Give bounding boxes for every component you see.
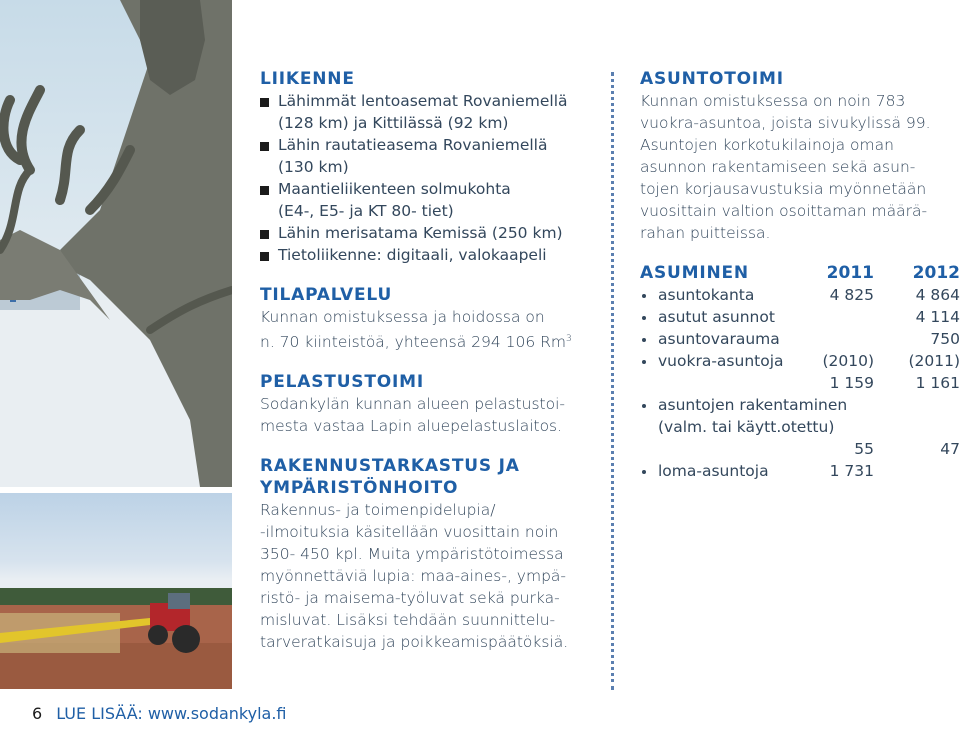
row-label: asuntojen rakentaminen [640, 394, 847, 416]
asuminen-heading: ASUMINEN [640, 263, 749, 283]
row-label: (valm. tai käytt.otettu) [658, 418, 835, 436]
row-label: asuntokanta [640, 284, 788, 306]
value-2011 [788, 306, 874, 328]
value-2012: 750 [930, 330, 960, 348]
value-2012: (2011) [908, 352, 960, 370]
asuminen-table [640, 284, 960, 482]
right-column [640, 68, 960, 482]
tilapalvelu-heading: TILAPALVELU [260, 285, 393, 305]
square-bullet-icon [260, 186, 269, 195]
table-row [640, 460, 960, 482]
statue-reindeer-illustration [0, 0, 232, 487]
pelastustoimi-text: Sodankylän kunnan alueen pelastustoi- mesta vastaa Lapin aluepelastuslaitos. [260, 395, 565, 436]
list-item: Tietoliikenne: digitaali, valokaapeli [260, 244, 600, 266]
row-label: asutut asunnot [640, 306, 788, 328]
row-label [640, 438, 788, 460]
value-2011 [834, 416, 897, 438]
row-label: asuntovarauma [640, 328, 788, 350]
statue-reindeer-photo [0, 0, 232, 487]
table-row [640, 350, 960, 372]
value-2012 [897, 416, 960, 438]
table-row [640, 416, 960, 438]
asuntotoimi-text: Kunnan omistuksessa on noin 783 vuokra-asuntoa, joista sivukylissä 99. Asuntojen korkotukilainoja oman asunnon rakentamiseen sekä asun- tojen korjausavustuksia myönnetään vuosittain valtion osoittaman määrä- rahan puitteissa. [640, 92, 931, 242]
value-2012: 4 114 [915, 308, 960, 326]
table-row [640, 394, 960, 416]
page-number: 6 [32, 704, 43, 723]
value-2011: 1 731 [829, 462, 874, 480]
value-2012: 4 864 [915, 286, 960, 304]
value-2012 [874, 460, 960, 482]
website-link[interactable]: LUE LISÄÄ: www.sodankyla.fi [56, 704, 287, 723]
asuminen-header [640, 262, 960, 284]
tractor-field-illustration [0, 493, 232, 689]
value-2011 [788, 328, 874, 350]
year-2012-header: 2012 [912, 263, 960, 283]
list-item: Lähin merisatama Kemissä (250 km) [260, 222, 600, 244]
value-2012 [904, 394, 960, 416]
bullet-dot-icon [642, 470, 646, 474]
row-label [640, 372, 788, 394]
table-row [640, 328, 960, 350]
rakennus-heading: RAKENNUSTARKASTUS JA YMPÄRISTÖNHOITO [260, 456, 520, 499]
square-bullet-icon [260, 98, 269, 107]
list-item: Maantieliikenteen solmukohta (E4-, E5- ja KT 80- tiet) [260, 178, 600, 222]
row-label: vuokra-asuntoja [640, 350, 788, 372]
bullet-dot-icon [642, 338, 646, 342]
pelastustoimi-heading: PELASTUSTOIMI [260, 372, 424, 393]
bullet-dot-icon [642, 316, 646, 320]
value-2011: 4 825 [829, 286, 874, 304]
square-bullet-icon [260, 252, 269, 261]
table-row [640, 438, 960, 460]
table-row [640, 306, 960, 328]
year-2011-header: 2011 [826, 263, 874, 283]
value-2011: 1 159 [829, 374, 874, 392]
list-item: Lähin rautatieasema Rovaniemellä (130 km) [260, 134, 600, 178]
column-divider [611, 72, 614, 690]
square-bullet-icon [260, 230, 269, 239]
list-item: Lähimmät lentoasemat Rovaniemellä (128 km) ja Kittilässä (92 km) [260, 90, 600, 134]
row-label: loma-asuntoja [640, 460, 788, 482]
table-row [640, 284, 960, 306]
liikenne-list [260, 90, 600, 266]
table-row [640, 372, 960, 394]
bullet-dot-icon [642, 360, 646, 364]
rakennus-text: Rakennus- ja toimenpidelupia/ -ilmoituksia käsitellään vuosittain noin 350- 450 kpl. Muita ympäristötoimessa myönnettäviä lupia: maa-aines-, ympä- ristö- ja maisema-työluvat sekä purka- misluvat. Lisäksi tehdään suunnittelu- tarveratkaisuja ja poikkeamispäätöksiä. [260, 501, 569, 652]
bullet-dot-icon [642, 404, 646, 408]
middle-column [260, 68, 600, 653]
value-2011: (2010) [822, 352, 874, 370]
value-2011: 55 [854, 440, 874, 458]
bullet-dot-icon [642, 294, 646, 298]
tilapalvelu-text: Kunnan omistuksessa ja hoidossa on n. 70 kiinteistöä, yhteensä 294 106 Rm$^3$ [260, 308, 572, 352]
value-2012: 47 [940, 440, 960, 458]
square-bullet-icon [260, 142, 269, 151]
page-footer [32, 704, 287, 723]
value-2012: 1 161 [915, 374, 960, 392]
tractor-field-photo [0, 493, 232, 689]
asuntotoimi-heading: ASUNTOTOIMI [640, 69, 784, 89]
liikenne-heading: LIIKENNE [260, 69, 355, 89]
value-2011 [847, 394, 903, 416]
